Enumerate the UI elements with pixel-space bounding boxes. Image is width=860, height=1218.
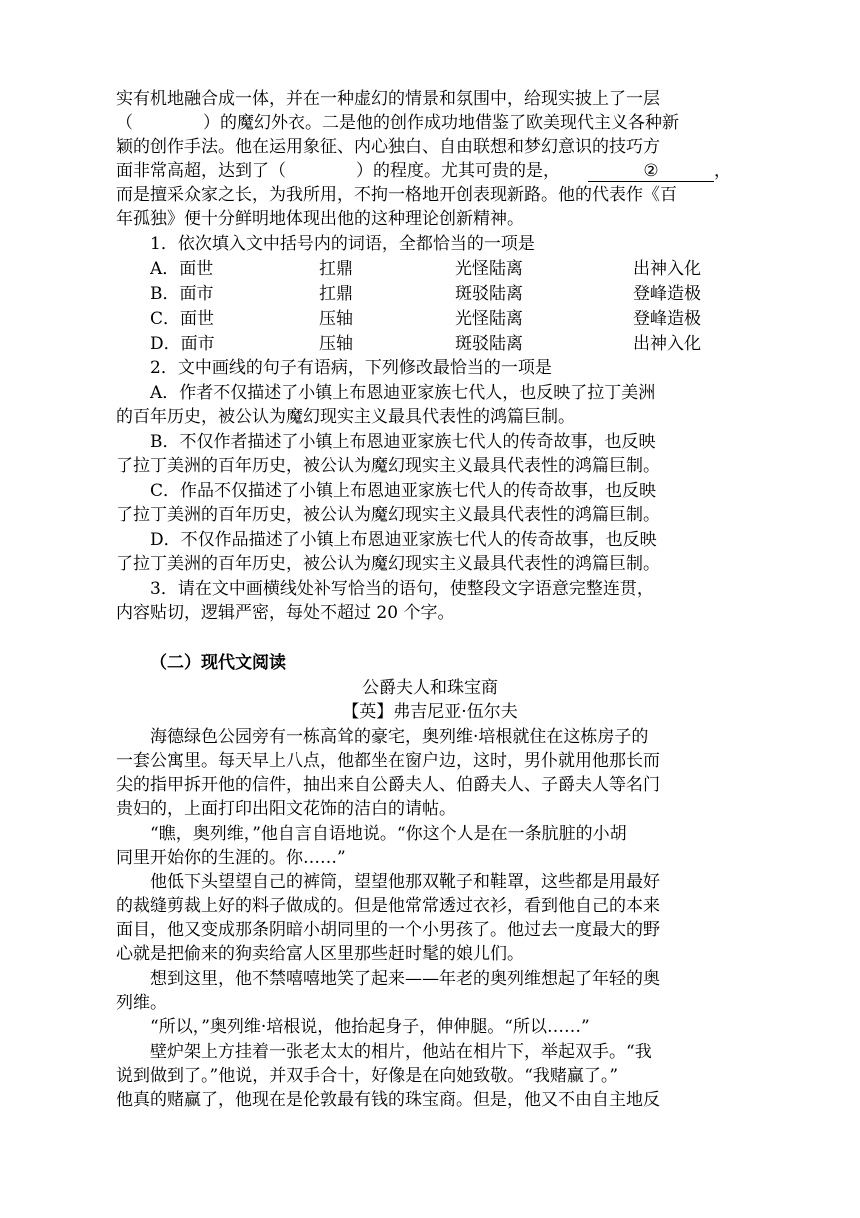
- text-line: 实有机地融合成一体，并在一种虚幻的情景和氛围中，给现实披上了一层: [116, 89, 660, 109]
- question-stem: 2．文中画线的句子有语病，下列修改最恰当的一项是: [150, 358, 552, 378]
- text-line: “瞧，奥列维，”他自言自语地说。“你这个人是在一条肮脏的小胡: [150, 824, 627, 844]
- option-b-text: 了拉丁美洲的百年历史，被公认为魔幻现实主义最具代表性的鸿篇巨制。: [116, 456, 660, 476]
- question-stem: 3．请在文中画横线处补写恰当的语句，使整段文字语意完整连贯，: [150, 579, 654, 599]
- story-title: 公爵夫人和珠宝商: [362, 678, 498, 698]
- option-c-letter: C．面世: [150, 309, 215, 329]
- text-line: 的裁缝剪裁上好的料子做成的。但是他常常透过衣衫，看到他自己的本来: [116, 896, 660, 916]
- option-d-letter: D．面市: [150, 334, 215, 354]
- text-line: 贵妇的，上面打印出阳文花饰的洁白的请帖。: [116, 799, 456, 819]
- question-stem: 内容贴切，逻辑严密，每处不超过 20 个字。: [116, 603, 455, 623]
- text-line: 面非常高超，达到了（ ）的程度。尤其可贵的是， ② ，: [116, 161, 731, 181]
- text-line: 列维。: [116, 993, 167, 1013]
- option-d-text: 了拉丁美洲的百年历史，被公认为魔幻现实主义最具代表性的鸿篇巨制。: [116, 554, 660, 574]
- option-b-word: 斑驳陆离: [455, 284, 523, 304]
- text-line: 一套公寓里。每天早上八点，他都坐在窗户边，这时，男仆就用他那长而: [116, 751, 660, 771]
- text-line: 尖的指甲拆开他的信件，抽出来自公爵夫人、伯爵夫人、子爵夫人等名门: [116, 775, 660, 795]
- text-line: 他真的赌赢了，他现在是伦敦最有钱的珠宝商。但是，他又不由自主地反: [116, 1090, 660, 1110]
- option-b-letter: B．面市: [150, 284, 214, 304]
- underline-blank: ②: [588, 161, 714, 182]
- story-author: 【英】弗吉尼亚·伍尔夫: [342, 702, 518, 722]
- text-line: 同里开始你的生涯的。你……”: [116, 848, 346, 868]
- text-line: 心就是把偷来的狗卖给富人区里那些赶时髦的娘儿们。: [116, 944, 524, 964]
- text-line: 想到这里，他不禁嘻嘻地笑了起来——年老的奥列维想起了年轻的奥: [150, 969, 660, 989]
- text-line: （ ）的魔幻外衣。二是他的创作成功地借鉴了欧美现代主义各种新: [116, 113, 679, 133]
- text-line: 年孤独》便十分鲜明地体现出他的这种理论创新精神。: [116, 209, 524, 229]
- option-b-word: 扛鼎: [319, 284, 353, 304]
- text-line: 颖的创作手法。他在运用象征、内心独白、自由联想和梦幻意识的技巧方: [116, 137, 660, 157]
- text-line: 壁炉架上方挂着一张老太太的相片，他站在相片下，举起双手。“我: [150, 1042, 652, 1062]
- option-a-word: 出神入化: [633, 259, 701, 279]
- option-d-word: 斑驳陆离: [455, 334, 523, 354]
- option-c-word: 光怪陆离: [455, 309, 523, 329]
- option-d-word: 出神入化: [633, 334, 701, 354]
- option-d-word: 压轴: [319, 334, 353, 354]
- option-c-text: C．作品不仅描述了小镇上布恩迪亚家族七代人的传奇故事，也反映: [150, 481, 657, 501]
- option-a-word: 扛鼎: [319, 259, 353, 279]
- section-heading: （二）现代文阅读: [150, 653, 286, 673]
- text-line: 面目，他又变成那条阴暗小胡同里的一个小男孩了。他过去一度最大的野: [116, 920, 660, 940]
- option-b-word: 登峰造极: [633, 284, 701, 304]
- option-b-text: B．不仅作者描述了小镇上布恩迪亚家族七代人的传奇故事，也反映: [150, 432, 656, 452]
- option-c-text: 了拉丁美洲的百年历史，被公认为魔幻现实主义最具代表性的鸿篇巨制。: [116, 505, 660, 525]
- text-line: 说到做到了。”他说，并双手合十，好像是在向她致敬。“我赌赢了。”: [116, 1066, 619, 1086]
- option-a-text: A．作者不仅描述了小镇上布恩迪亚家族七代人，也反映了拉丁美洲: [150, 383, 656, 403]
- option-c-word: 登峰造极: [633, 309, 701, 329]
- text-line: “所以，”奥列维·培根说，他抬起身子，伸伸腿。“所以……”: [150, 1017, 590, 1037]
- text-line: 他低下头望望自己的裤筒，望望他那双靴子和鞋罩，这些都是用最好: [150, 872, 660, 892]
- option-c-word: 压轴: [319, 309, 353, 329]
- text-line: 而是擅采众家之长，为我所用，不拘一格地开创表现新路。他的代表作《百: [116, 185, 677, 205]
- text-line: 海德绿色公园旁有一栋高耸的豪宅，奥列维·培根就住在这栋房子的: [150, 727, 649, 747]
- option-a-letter: A．面世: [150, 259, 214, 279]
- option-d-text: D．不仅作品描述了小镇上布恩迪亚家族七代人的传奇故事，也反映: [150, 530, 657, 550]
- option-a-word: 光怪陆离: [455, 259, 523, 279]
- option-a-text: 的百年历史，被公认为魔幻现实主义最具代表性的鸿篇巨制。: [116, 407, 575, 427]
- question-stem: 1．依次填入文中括号内的词语，全都恰当的一项是: [150, 234, 535, 254]
